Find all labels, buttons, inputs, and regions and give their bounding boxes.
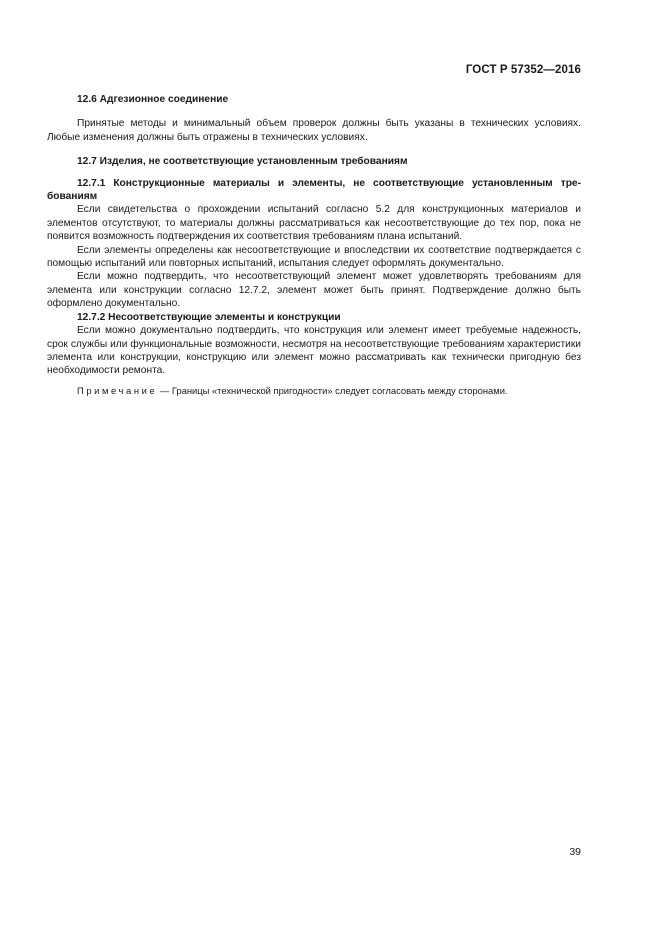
section-12-7-1-paragraph-1: Если свидетельства о прохождении испытаний согласно 5.2 для конструкционных материалов и элементов отсутствуют, то материалы должны рассматриваться как несоответствующие до тех пор, пока не появится возможность подтверждения их соответствия требованиям плана испытаний. — [47, 204, 581, 243]
section-12-7-1-heading: 12.7.1 Конструкционные материалы и элементы, не соответствующие установленным требованиям — [47, 177, 581, 203]
section-12-7-2-heading: 12.7.2 Несоответствующие элементы и конструкции — [77, 311, 341, 323]
note-text: — Границы «технической пригодности» следует согласовать между сторонами. — [157, 384, 508, 396]
document-code: ГОСТ Р 57352—2016 — [465, 64, 581, 76]
note — [47, 384, 581, 397]
document-body — [47, 93, 581, 397]
note-label: Примечание — [77, 384, 158, 396]
section-12-7-1-paragraph-3: Если можно подтвердить, что несоответствующий элемент может удовлетворять требованиям для элемента или конструкции согласно 12.7.2, элемент может быть принят. Подтверждение должно быть оформлено документально. — [47, 271, 581, 310]
page-number: 39 — [569, 846, 581, 858]
section-12-7-1-paragraph-2: Если элементы определены как несоответствующие и впоследствии их соответствие подтверждается с помощью испытаний или повторных испытаний, испытания следует оформлять документально. — [47, 244, 581, 270]
section-12-7-heading: 12.7 Изделия, не соответствующие установленным требованиям — [77, 156, 408, 168]
section-12-6-heading: 12.6 Адгезионное соединение — [77, 94, 229, 105]
section-12-6-paragraph: Принятые методы и минимальный объем проверок должны быть указаны в технических условиях. Любые изменения должны быть отражены в технических условиях. — [47, 118, 581, 143]
section-12-7-2-paragraph: Если можно документально подтвердить, что конструкция или элемент имеет требуемые надежность, срок службы или функциональные возможности, несмотря на несоответствующие требованиям характеристики элемента или конструкции, конструкцию или элемент можно рассматривать как технически пригодную без необходимости ремонта. — [47, 325, 581, 377]
